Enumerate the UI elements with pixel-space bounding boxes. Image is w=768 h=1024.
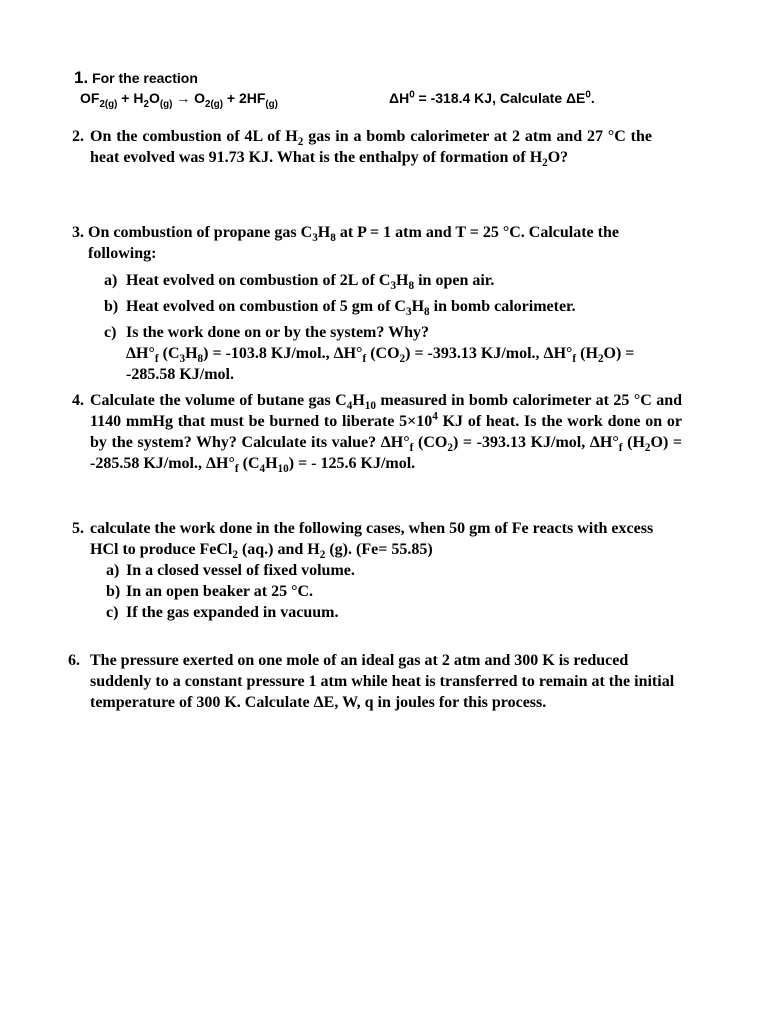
- question-3-data-line-1: $\Delta H^\circ_f$ $(C_3H_8) = -103.8$ KJ/mol., $\Delta H^\circ_f$ $(CO_2) = -393.13$ KJ/mol., $\Delta H^\circ_f$ $(H_2O)$ =: [126, 345, 635, 366]
- question-3-text: On combustion of propane gas $C_3H_8$ at P = 1 atm and T = 25 °C. Calculate the following:: [88, 224, 619, 262]
- question-5-number: 5.: [72, 520, 84, 537]
- question-3-item-a: a) Heat evolved on combustion of 2L of $C_3H_8$ in open air.: [104, 272, 495, 293]
- question-5-item-a: a) In a closed vessel of fixed volume.: [106, 562, 355, 579]
- question-5-item-b: b) In an open beaker at 25 °C.: [106, 583, 314, 600]
- question-5-item-c: c) If the gas expanded in vacuum.: [106, 604, 339, 621]
- question-2-number: 2.: [72, 128, 84, 145]
- question-1-title: For the reaction: [92, 70, 198, 86]
- question-5: [72, 518, 672, 623]
- question-3-number: 3.: [72, 224, 84, 241]
- question-1-number: 1.: [74, 68, 89, 87]
- question-5-text: calculate the work done in the following cases, when 50 gm of Fe reacts with excess HCl to produce FeCl$_2$ (aq.) and $H_2$ (g). (Fe= 55.85): [90, 520, 654, 562]
- question-1-condition: $\Delta H^0 = -318.4$ KJ, Calculate $\Delta E^0$.: [389, 89, 595, 106]
- question-3-item-c: c) Is the work done on or by the system? Why?: [104, 324, 429, 341]
- question-2: [72, 126, 652, 168]
- question-4-number: 4.: [72, 392, 84, 409]
- question-1: [74, 68, 714, 110]
- question-4-text: Calculate the volume of butane gas $C_4H_{10}$ measured in bomb calorimeter at 25 °C and 1140 mmHg that must be burned to liberate $5\times 10^4$ KJ of heat. Is the work done on or by the system? Why? Calculate its value? $\Delta H^\circ_f$ $(CO_2) = -393.13$ KJ/mol, $\Delta H^\circ_f$ $(H_2O) = -285.58$ KJ/mol., $\Delta H^\circ_f$ $(C_4H_{10})$ = - 125.6 KJ/mol.: [90, 392, 683, 476]
- question-3-item-b: b) Heat evolved on combustion of 5 gm of $C_3H_8$ in bomb calorimeter.: [104, 298, 576, 319]
- question-3-data-line-2: -285.58 KJ/mol.: [126, 366, 234, 383]
- question-6-number: 6.: [68, 652, 80, 669]
- question-3: [72, 222, 682, 385]
- question-1-equation: $OF_{2(g)} + H_2O_{(g)} \to O_{2(g)} + 2HF_{(g)}$: [80, 90, 278, 110]
- question-4: [72, 390, 682, 474]
- question-2-text: On the combustion of 4L of $H_2$ gas in a bomb calorimeter at 2 atm and 27 °C the heat evolved was 91.73 KJ. What is the enthalpy of formation of $H_2O$?: [90, 128, 652, 170]
- question-6: [68, 650, 680, 713]
- question-6-text: The pressure exerted on one mole of an ideal gas at 2 atm and 300 K is reduced suddenly to a constant pressure 1 atm while heat is transferred to remain at the initial temperature of 300 K. Calculate ΔE, W, q in joules for this process.: [90, 652, 675, 711]
